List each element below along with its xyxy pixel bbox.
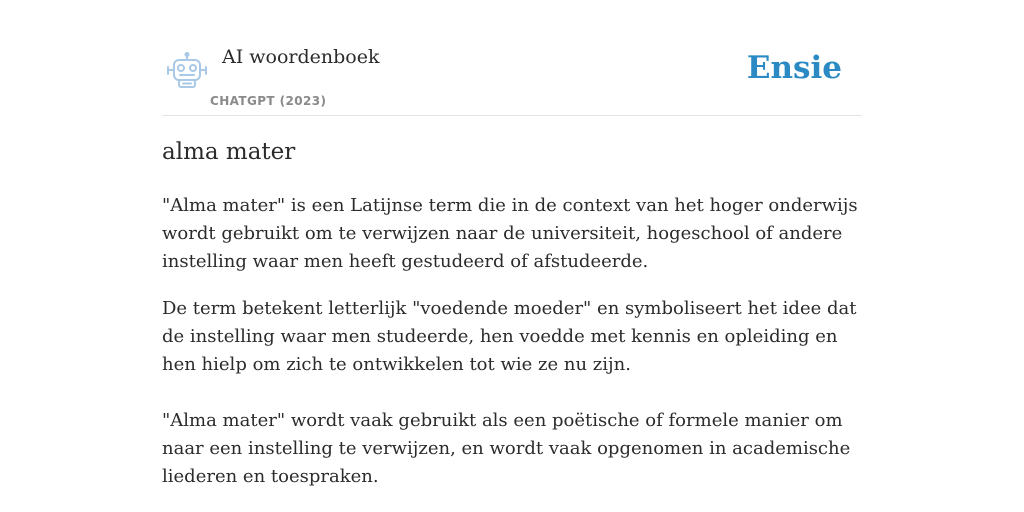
brand-logo[interactable]: Ensie: [746, 50, 842, 86]
dictionary-title[interactable]: AI woordenboek: [222, 46, 380, 68]
definition-paragraph-2: De term betekent letterlijk "voedende moeder" en symboliseert het idee dat de instelling waar men studeerde, hen voedde met kennis en opleiding en hen hielp om zich te ontwikkelen tot wie ze nu zijn.: [162, 298, 857, 375]
entry-term: alma mater: [162, 139, 296, 165]
definition-paragraph-3: "Alma mater" wordt vaak gebruikt als een poëtische of formele manier om naar een instelling te verwijzen, en wordt vaak opgenomen in academische liederen en toespraken.: [162, 410, 851, 487]
definition-paragraph-1: "Alma mater" is een Latijnse term die in de context van het hoger onderwijs wordt gebruikt om te verwijzen naar de universiteit, hogeschool of andere instelling waar men heeft gestudeerd of afstudeerde.: [162, 195, 858, 272]
robot-icon: [166, 52, 208, 90]
source-label: CHATGPT (2023): [210, 94, 327, 108]
header: [162, 38, 862, 116]
